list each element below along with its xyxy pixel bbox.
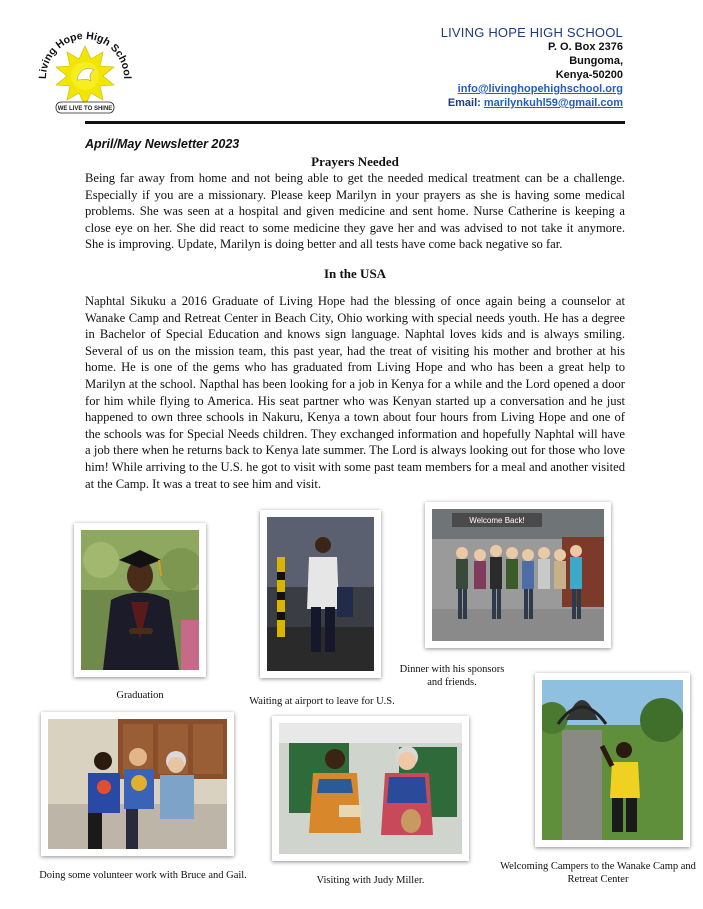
judy-miller-photo	[272, 716, 469, 861]
newsletter-issue-title: April/May Newsletter 2023	[85, 137, 240, 151]
airport-photo	[260, 510, 381, 678]
header-divider	[85, 121, 625, 124]
volunteer-caption: Doing some volunteer work with Bruce and Gail.	[39, 870, 247, 881]
dinner-photo	[425, 502, 611, 648]
dinner-caption: Dinner with his sponsors and friends.	[399, 664, 505, 688]
airport-caption: Waiting at airport to leave for U.S.	[249, 696, 395, 707]
logo-text: Living Hope High School	[36, 29, 134, 80]
volunteer-photo	[41, 712, 234, 856]
address-po-box: P. O. Box 2376	[547, 41, 623, 53]
camp-bell-photo	[535, 673, 690, 847]
address-city: Bungoma,	[569, 55, 623, 67]
camp-caption: Welcoming Campers to the Wanake Camp and Retreat Center	[500, 861, 696, 885]
graduation-caption: Graduation	[116, 690, 164, 701]
section-heading-prayers: Prayers Needed	[311, 154, 399, 169]
school-logo	[32, 20, 138, 120]
email-label: Email:	[447, 97, 481, 109]
address-country: Kenya-50200	[555, 69, 623, 81]
graduation-photo	[74, 523, 206, 677]
email-link[interactable]: marilynkuhl59@gmail.com	[483, 97, 623, 109]
school-contact-block	[441, 26, 623, 110]
school-name: LIVING HOPE HIGH SCHOOL	[440, 25, 623, 40]
website-email-link[interactable]: info@livinghopehighschool.org	[457, 83, 623, 95]
section-text-usa: Naphtal Sikuku a 2016 Graduate of Living Hope had the blessing of once again being a counselor at Wanake Camp and Retreat Center in Beach City, Ohio working with special needs youth. He has a degree in Bachelor of Special Education and knows sign language. Naphtal loves kids and is always smiling. Several of us on the mission team, this past year, had the treat of visiting his mother and brother at his home. He is one of the gems who has graduated from Living Hope and who has been a great help to Marilyn at the school. Napthal has been looking for a job in Kenya for a while and the Lord opened a door for him while flying to America. His seat partner who was Kenyan started up a conversation and he just happened to own three schools in Nakuru, Kenya a town about four hours from Living Hope and one of the schools was for Special Needs children. They exchanged information and hopefully Naphtal will have a job there when he returns back to Kenya late summer. The Lord is always looking out for those who love him! While arriving to the U.S. he got to visit with some past team members for a meal and another visited at the Camp. It was a treat to see him and visit.	[85, 294, 625, 491]
dinner-sign-text: Welcome Back!	[469, 516, 525, 525]
section-text-prayers: Being far away from home and not being able to get the needed medical treatment can be a challenge. Especially if you are a missionary. Please keep Marilyn in your prayers as she is having some medical problems. She was seen at a hospital and given medicine and sent home. Nurse Catherine is keeping a close eye on her. She did react to some medicine they gave her and was advised to not take it anymore. She is improving. Update, Marilyn is doing better and all tests have come back negative so far.	[85, 171, 625, 252]
logo-motto: WE LIVE TO SHINE	[57, 106, 113, 112]
judy-miller-caption: Visiting with Judy Miller.	[316, 875, 425, 886]
section-heading-usa: In the USA	[323, 266, 387, 281]
